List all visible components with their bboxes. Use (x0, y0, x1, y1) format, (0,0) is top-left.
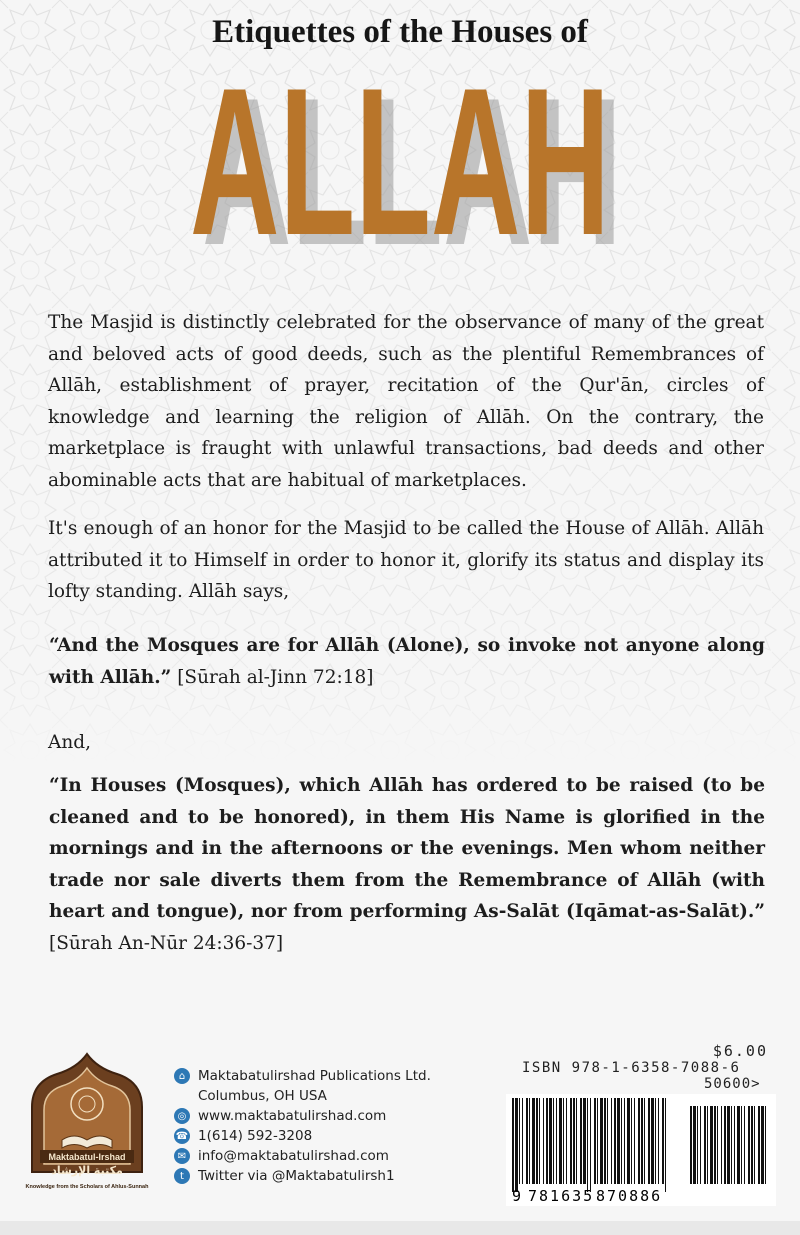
barcode-bar (765, 1106, 766, 1184)
barcode-bar (707, 1106, 708, 1184)
barcode-bar (526, 1098, 528, 1184)
barcode-bar (644, 1098, 645, 1184)
barcode-bar (658, 1098, 659, 1184)
logo-name: Maktabatul-Irshad (48, 1152, 126, 1162)
website-link[interactable]: www.maktabatulirshad.com (198, 1108, 387, 1124)
barcode-bar (727, 1106, 730, 1184)
barcode-bar (597, 1098, 598, 1184)
barcode-bar (539, 1098, 540, 1184)
barcode-bar (512, 1098, 514, 1192)
barcode-bar (704, 1106, 706, 1184)
quote-nur-text: “In Houses (Mosques), which Allāh has ordered to be raised (to be cleaned and to be honored), in them His Name is glorified in the mornings and in the afternoons or the evenings. Men whom neither trade nor sale diverts them from the Remembrance of Allāh (with heart and tongue), nor from performing As-Salāt (Iqāmat-as-Salāt).” (49, 775, 765, 922)
price: $6.00 (712, 1042, 768, 1060)
isbn-barcode (506, 1094, 776, 1206)
barcode-bar (697, 1106, 698, 1184)
barcode-digits-right: 870886 (596, 1187, 663, 1205)
barcode-bar (627, 1098, 630, 1184)
publisher-location-row (174, 1086, 431, 1106)
barcode-bar (559, 1098, 562, 1184)
publisher-contact (174, 1066, 431, 1186)
barcode-bar (641, 1098, 643, 1184)
title-main-allah (0, 38, 800, 268)
barcode-bar (761, 1106, 764, 1184)
quote-nur-reference: [Sūrah An-Nūr 24:36-37] (49, 932, 284, 954)
barcode-bar (617, 1098, 620, 1184)
barcode-bar (556, 1098, 557, 1184)
website-row[interactable] (174, 1106, 431, 1126)
barcode-bar (648, 1098, 650, 1184)
barcode-bar (546, 1098, 548, 1184)
barcode-bar (587, 1098, 588, 1192)
barcode-bar (536, 1098, 538, 1184)
barcode-bar (604, 1098, 606, 1184)
phone-row (174, 1126, 431, 1146)
barcode-bar (519, 1098, 520, 1184)
barcode-bars-addon (690, 1106, 766, 1184)
email-icon: ✉ (174, 1148, 190, 1164)
barcode-bar (717, 1106, 718, 1184)
barcode-bar (741, 1106, 742, 1184)
barcode-bar (748, 1106, 750, 1184)
barcode-bar (570, 1098, 572, 1184)
barcode-bar (522, 1098, 523, 1184)
price-addon-code: 50600> (704, 1076, 761, 1092)
barcode-bars-main (512, 1098, 666, 1192)
title-main-shadow: ALLAH (202, 54, 622, 268)
title-line-1: Etiquettes of the Houses of (212, 14, 588, 50)
twitter-row[interactable] (174, 1166, 431, 1186)
barcode-bar (573, 1098, 575, 1184)
barcode-bar (758, 1106, 760, 1184)
barcode-bar (665, 1098, 666, 1192)
publisher-name: Maktabatulirshad Publications Ltd. (198, 1068, 431, 1084)
barcode-bar (751, 1106, 753, 1184)
barcode-bar (563, 1098, 564, 1184)
barcode-bar (721, 1106, 722, 1184)
barcode-bar (594, 1098, 596, 1184)
quote-jinn (49, 630, 765, 693)
barcode-bar (710, 1106, 713, 1184)
barcode-bar (724, 1106, 726, 1184)
barcode-bar (611, 1098, 612, 1184)
barcode-digits-left: 781635 (528, 1187, 595, 1205)
barcode-bar (655, 1098, 656, 1184)
barcode-bar (543, 1098, 544, 1184)
body-paragraph-2: It's enough of an honor for the Masjid to be called the House of Allāh. Allāh attributed it to Himself in order to honor it, glorify its status and display its lofty standing. Allāh says, (48, 518, 764, 602)
twitter-icon: t (174, 1168, 190, 1184)
barcode-bar (607, 1098, 608, 1184)
barcode-digit-lead: 9 (512, 1187, 522, 1205)
barcode-bar (737, 1106, 740, 1184)
phone-icon: ☎ (174, 1128, 190, 1144)
publisher-location: Columbus, OH USA (198, 1088, 327, 1104)
publisher-name-row (174, 1066, 431, 1086)
home-icon: ⌂ (174, 1068, 190, 1084)
barcode-bar (638, 1098, 640, 1184)
quote-jinn-text: “And the Mosques are for Allāh (Alone), so invoke not anyone along with Allāh.” (49, 635, 765, 688)
bottom-edge (0, 1221, 800, 1235)
body-paragraph-1: The Masjid is distinctly celebrated for the observance of many of the great and beloved acts of good deeds, such as the plentiful Remembrances of Allāh, establishment of prayer, recitation of the Qur'ān, circles of knowledge and learning the religion of Allāh. On the contrary, the marketplace is fraught with unlawful transactions, bad deeds and other abominable acts that are habitual of marketplaces. (48, 312, 764, 491)
barcode-bar (700, 1106, 701, 1184)
twitter-handle[interactable]: Twitter via @Maktabatulirsh1 (198, 1168, 395, 1184)
barcode-bar (583, 1098, 586, 1184)
barcode-bar (631, 1098, 632, 1184)
barcode-bar (714, 1106, 716, 1184)
barcode-bar (634, 1098, 635, 1184)
barcode-bar (744, 1106, 745, 1184)
barcode-bar (600, 1098, 603, 1184)
barcode-bar (624, 1098, 625, 1184)
barcode-bar (553, 1098, 554, 1184)
isbn-text: ISBN 978-1-6358-7088-6 (522, 1060, 741, 1076)
publisher-logo (22, 1052, 152, 1192)
barcode-bar (576, 1098, 577, 1184)
title-main-text: ALLAH (190, 44, 610, 268)
barcode-bar (532, 1098, 535, 1184)
barcode-bar (734, 1106, 735, 1184)
barcode-bar (651, 1098, 654, 1184)
barcode-bar (662, 1098, 664, 1184)
barcode-bar (580, 1098, 582, 1184)
barcode-bar (754, 1106, 755, 1184)
barcode-bar (690, 1106, 692, 1184)
barcode-bar (731, 1106, 732, 1184)
barcode-bar (614, 1098, 616, 1184)
barcode-bar (515, 1098, 518, 1192)
barcode-bar (529, 1098, 530, 1184)
logo-tagline: Knowledge from the Scholars of Ahlus-Sunnah (25, 1184, 149, 1190)
logo-arabic: مكتبة الإرشاد (51, 1164, 123, 1177)
quote-nur (49, 770, 765, 959)
barcode-bar (621, 1098, 622, 1184)
phone-number: 1(614) 592-3208 (198, 1128, 313, 1144)
barcode-bar (693, 1106, 696, 1184)
email-row[interactable] (174, 1146, 431, 1166)
barcode-bar (590, 1098, 591, 1192)
barcode-bar (549, 1098, 552, 1184)
barcode-bar (566, 1098, 567, 1184)
and-text: And, (48, 732, 91, 753)
quote-jinn-reference: [Sūrah al-Jinn 72:18] (177, 666, 374, 688)
email-link[interactable]: info@maktabatulirshad.com (198, 1148, 389, 1164)
globe-icon: ◎ (174, 1108, 190, 1124)
